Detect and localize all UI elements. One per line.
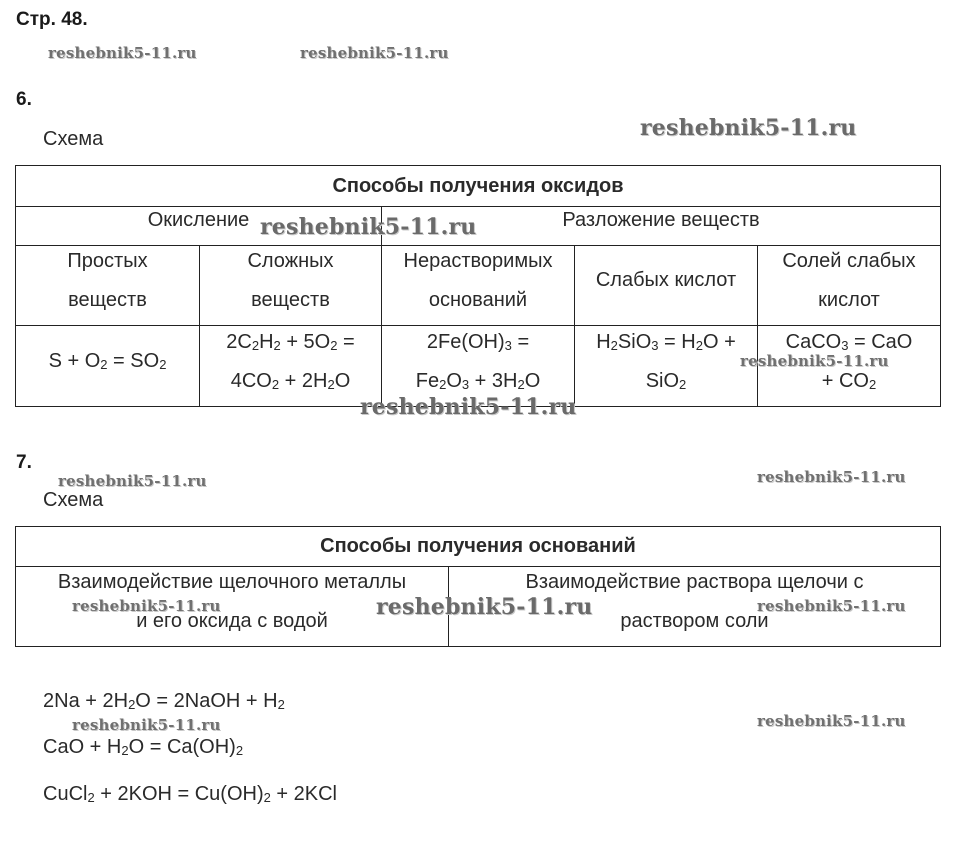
watermark: reshebnik5-11.ru (360, 394, 577, 420)
header-oxidation: Окисление (147, 209, 250, 231)
equation-1: $2Na + 2H_2O$ = 2NaOH + $H_2$ (43, 690, 285, 712)
task6-schema-label: Схема (43, 128, 104, 150)
method-alkali-salt: Взаимодействие раствора щелочи с раствором соли (525, 571, 864, 632)
header-insoluble-bases: Нерастворимых оснований (403, 249, 553, 311)
table-title: Способы получения оксидов (332, 174, 624, 197)
header-weak-acids: Слабых кислот (595, 269, 737, 291)
equation-insoluble-base: $2Fe(OH)_3$ = $Fe_2O_3 + 3H_2O$ (415, 330, 541, 392)
equation-3: CuCl$_2$ + $2KOH = Cu(OH)_2 + 2KCl$ (43, 783, 338, 805)
watermark: reshebnik5-11.ru (757, 468, 906, 486)
method-metal-water: Взаимодействие щелочного металлы и его оксида с водой (57, 571, 407, 632)
watermark: reshebnik5-11.ru (376, 594, 593, 620)
equation-complex: $2C_2H_2 + 5O_2$ = $4CO_2 + 2H_2O$ (226, 330, 355, 392)
watermark: reshebnik5-11.ru (72, 597, 221, 615)
watermark: reshebnik5-11.ru (72, 716, 221, 734)
header-decomposition: Разложение веществ (562, 209, 760, 231)
task7-schema-label: Схема (43, 489, 104, 511)
header-complex-substances: Сложных веществ (247, 249, 334, 311)
watermark: reshebnik5-11.ru (260, 214, 477, 240)
watermark: reshebnik5-11.ru (48, 44, 197, 62)
watermark: reshebnik5-11.ru (740, 352, 889, 370)
header-simple-substances: Простых веществ (67, 249, 148, 311)
equation-2: CaO + $H_2O = Ca(OH)_2$ (43, 736, 244, 758)
table-title: Способы получения оснований (320, 535, 636, 557)
equation-weak-acid: $H_2SiO_3 = H_2O$ + SiO$_2$ (596, 330, 736, 392)
task7-number: 7. (16, 452, 32, 473)
watermark: reshebnik5-11.ru (757, 712, 906, 730)
header-weak-acid-salts: Солей слабых кислот (782, 249, 916, 311)
equation-salt: CaCO$_3$ = CaO + $CO_2$ (785, 330, 913, 392)
equation-simple: $S + O_2 = SO_2$ (48, 350, 167, 372)
watermark: reshebnik5-11.ru (58, 472, 207, 490)
watermark: reshebnik5-11.ru (640, 115, 857, 141)
task6-number: 6. (16, 89, 32, 110)
watermark: reshebnik5-11.ru (757, 597, 906, 615)
page-title: Стр. 48. (16, 9, 88, 30)
watermark: reshebnik5-11.ru (300, 44, 449, 62)
